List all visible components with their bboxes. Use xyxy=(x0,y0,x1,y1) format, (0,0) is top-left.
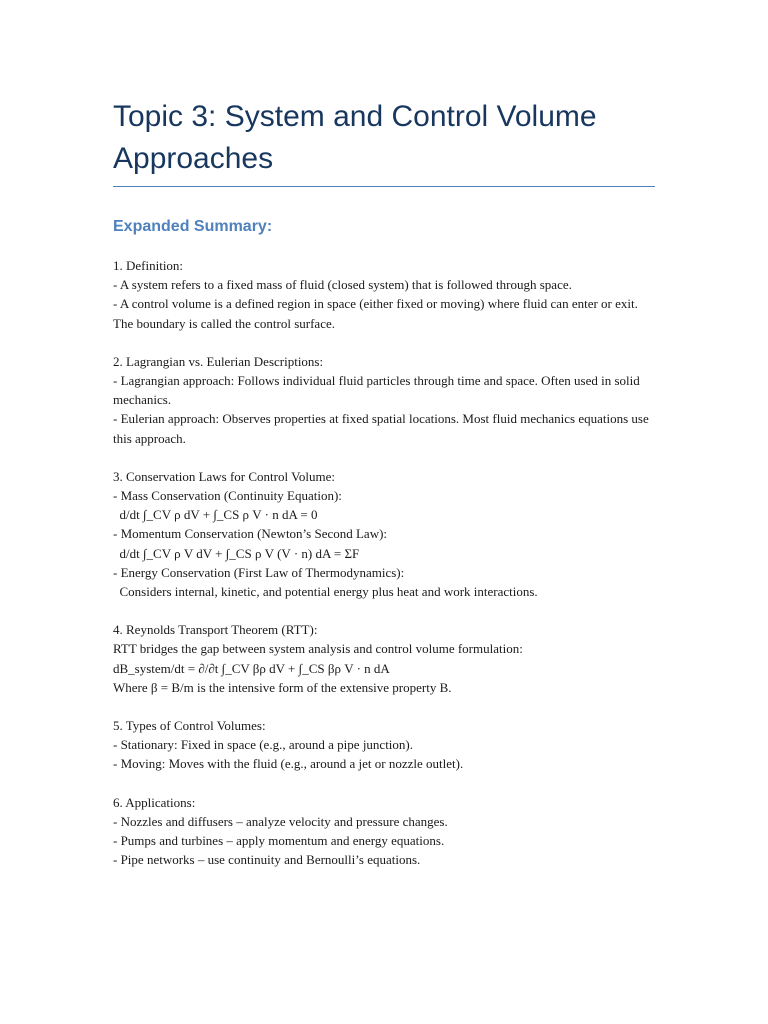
paragraph-line: - Pipe networks – use continuity and Bernoulli’s equations. xyxy=(113,852,421,868)
equation-line: dB_system/dt = ∂/∂t ∫_CV βρ dV + ∫_CS βρ V · n dA xyxy=(113,660,390,676)
paragraph-line: - Nozzles and diffusers – analyze velocity and pressure changes. xyxy=(113,813,448,829)
section-heading: Expanded Summary: xyxy=(113,218,273,235)
paragraph-line: - A control volume is a defined region in space (either fixed or moving) where fluid can enter or exit. The boundary is called the control surface. xyxy=(113,296,641,331)
section-applications xyxy=(113,793,655,870)
equation-line: d/dt ∫_CV ρ dV + ∫_CS ρ V · n dA = 0 xyxy=(113,507,318,523)
section-descriptions xyxy=(113,352,655,448)
paragraph-line: Where β = B/m is the intensive form of the extensive property B. xyxy=(113,679,452,695)
section-heading-conservation: 3. Conservation Laws for Control Volume: xyxy=(113,468,335,484)
section-rtt xyxy=(113,620,655,697)
section-heading-descriptions: 2. Lagrangian vs. Eulerian Descriptions: xyxy=(113,353,324,369)
section-heading-types: 5. Types of Control Volumes: xyxy=(113,718,266,734)
equation-line: d/dt ∫_CV ρ V dV + ∫_CS ρ V (V · n) dA = ΣF xyxy=(113,545,360,561)
paragraph-line: - Lagrangian approach: Follows individual fluid particles through time and space. Often used in solid mechanics. xyxy=(113,373,643,408)
section-conservation-laws xyxy=(113,467,655,601)
paragraph-line: - Energy Conservation (First Law of Thermodynamics): xyxy=(113,564,405,580)
section-heading-definition: 1. Definition: xyxy=(113,258,184,273)
section-heading-applications: 6. Applications: xyxy=(113,794,196,810)
paragraph-line: - Stationary: Fixed in space (e.g., around a pipe junction). xyxy=(113,737,414,753)
section-control-volume-types xyxy=(113,716,655,774)
document-body xyxy=(113,256,655,869)
paragraph-line: - Mass Conservation (Continuity Equation): xyxy=(113,488,342,504)
section-heading-rtt: 4. Reynolds Transport Theorem (RTT): xyxy=(113,622,318,638)
paragraph-line: RTT bridges the gap between system analysis and control volume formulation: xyxy=(113,641,523,657)
section-definition xyxy=(113,256,655,333)
paragraph-line: - Momentum Conservation (Newton’s Second Law): xyxy=(113,526,388,542)
paragraph-line: - Moving: Moves with the fluid (e.g., around a jet or nozzle outlet). xyxy=(113,756,464,772)
paragraph-line: - Eulerian approach: Observes properties at fixed spatial locations. Most fluid mechanics equations use this approach. xyxy=(113,411,652,446)
paragraph-line: - Pumps and turbines – apply momentum and energy equations. xyxy=(113,833,445,849)
page-title: Topic 3: System and Control Volume Approaches xyxy=(113,96,655,187)
paragraph-line: - A system refers to a fixed mass of fluid (closed system) that is followed through space. xyxy=(113,277,572,293)
paragraph-line: Considers internal, kinetic, and potential energy plus heat and work interactions. xyxy=(113,584,538,600)
